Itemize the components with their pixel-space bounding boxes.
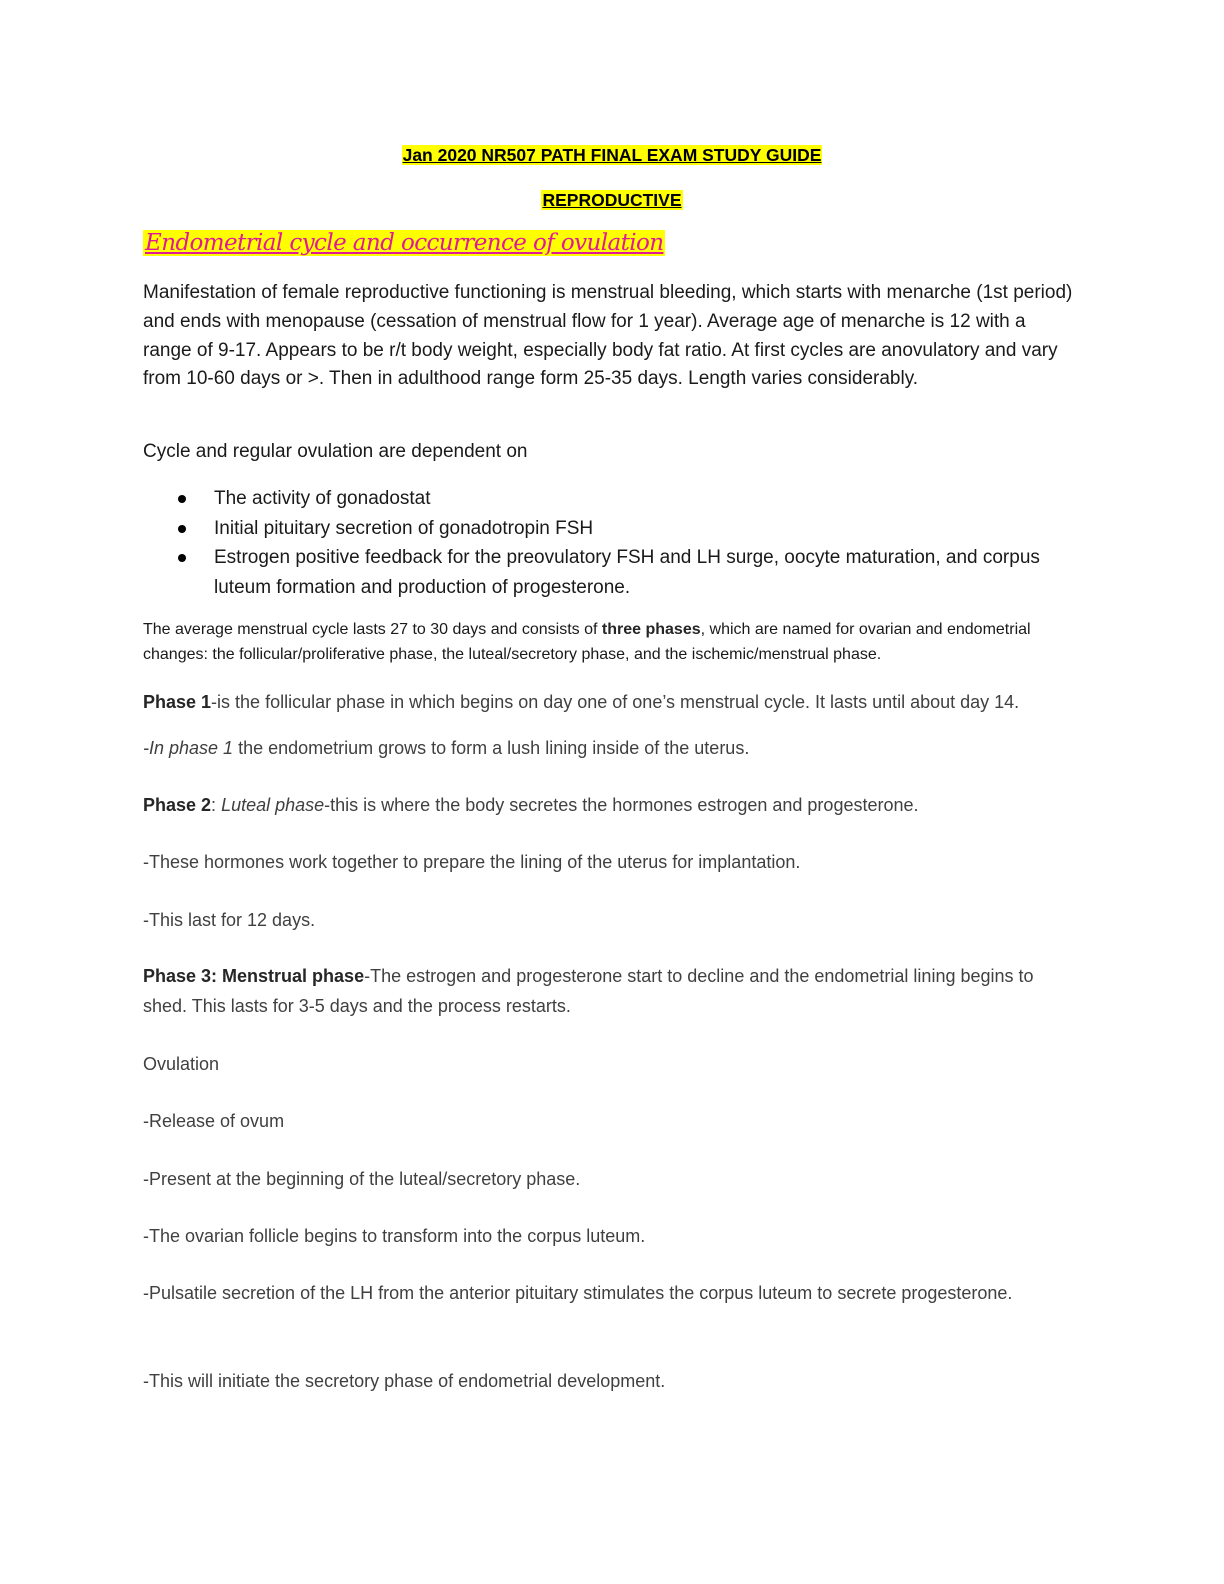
- phase2-line2: -These hormones work together to prepare the lining of the uterus for implantation.: [143, 852, 801, 872]
- section-title: REPRODUCTIVE: [542, 190, 682, 210]
- list-item: Initial pituitary secretion of gonadotropin FSH: [143, 514, 1073, 544]
- ovulation-heading: Ovulation: [143, 1054, 220, 1074]
- topic-heading-line: [143, 230, 665, 256]
- cycle-summary: The average menstrual cycle lasts 27 to 30 days and consists of three phases, which are named for ovarian and endometrial changes: the follicular/proliferative phase, the luteal/secretory phase, and the ischemic/menstrual phase.: [143, 621, 1031, 663]
- document-title: Jan 2020 NR507 PATH FINAL EXAM STUDY GUIDE: [402, 145, 822, 165]
- intro-paragraph: Manifestation of female reproductive functioning is menstrual bleeding, which starts with menarche (1st period) and ends with menopause (cessation of menstrual flow for 1 year). Average age of menarche is 12 with a range of 9-17. Appears to be r/t body weight, especially body fat ratio. At first cycles are anovulatory and vary from 10-60 days or >. Then in adulthood range form 25-35 days. Length varies considerably.: [143, 282, 1073, 390]
- ovulation-line: -The ovarian follicle begins to transform into the corpus luteum.: [143, 1226, 646, 1246]
- bullet-icon: [178, 554, 186, 562]
- list-item: The activity of gonadostat: [143, 484, 1073, 514]
- ovulation-line: -This will initiate the secretory phase of endometrial development.: [143, 1371, 666, 1391]
- phase1-detail: -In phase 1 the endometrium grows to form a lush lining inside of the uterus.: [143, 738, 750, 758]
- phase2-line3: -This last for 12 days.: [143, 910, 316, 930]
- phase3-paragraph: Phase 3: Menstrual phase-The estrogen and progesterone start to decline and the endometrial lining begins to shed. This lasts for 3-5 days and the process restarts.: [143, 966, 1034, 1016]
- bullet-icon: [178, 525, 186, 533]
- bullet-icon: [178, 495, 186, 503]
- three-phases-emphasis: three phases: [601, 621, 701, 638]
- ovulation-line: -Release of ovum: [143, 1111, 285, 1131]
- topic-heading: Endometrial cycle and occurrence of ovulation: [145, 230, 664, 256]
- phase2-paragraph: Phase 2: Luteal phase-this is where the body secretes the hormones estrogen and progesterone.: [143, 795, 919, 815]
- list-item: Estrogen positive feedback for the preovulatory FSH and LH surge, oocyte maturation, and corpus luteum formation and production of progesterone.: [143, 543, 1073, 602]
- dependency-list: [143, 484, 1073, 602]
- ovulation-line: -Pulsatile secretion of the LH from the anterior pituitary stimulates the corpus luteum to secrete progesterone.: [143, 1283, 1013, 1303]
- dependency-intro: Cycle and regular ovulation are dependent on: [143, 441, 528, 462]
- phase1-paragraph: Phase 1-is the follicular phase in which begins on day one of one’s menstrual cycle. It lasts until about day 14.: [143, 692, 1020, 712]
- ovulation-line: -Present at the beginning of the luteal/secretory phase.: [143, 1169, 581, 1189]
- phase3-label: Phase 3: Menstrual phase: [143, 966, 365, 986]
- section-title-line: [0, 190, 1224, 211]
- phase1-label: Phase 1: [143, 692, 212, 712]
- phase2-label: Phase 2: [143, 795, 212, 815]
- document-title-line: [0, 145, 1224, 166]
